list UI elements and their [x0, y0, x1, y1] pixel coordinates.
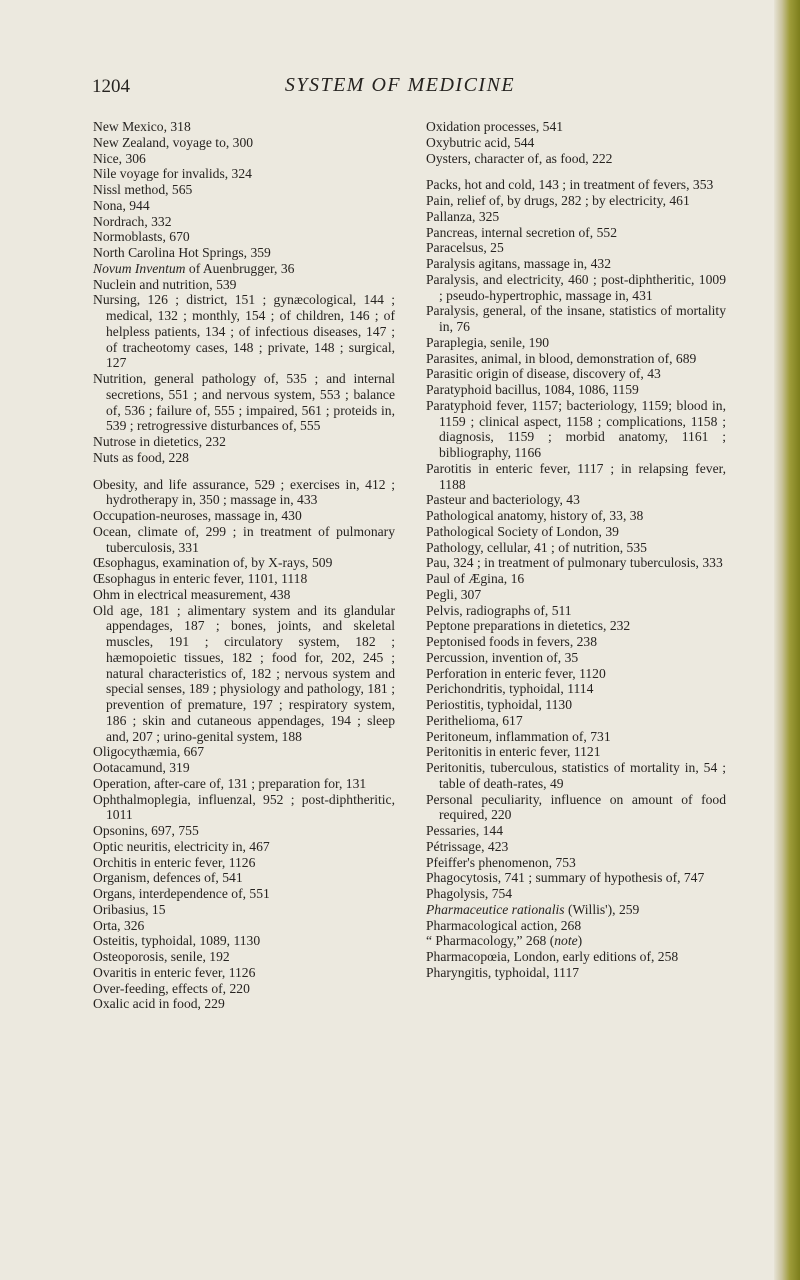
- index-entry: [426, 193, 726, 209]
- entry-text: ): [577, 933, 583, 949]
- index-entry: [426, 870, 726, 886]
- index-entry: [93, 198, 395, 214]
- entry-text: Nice, 306: [93, 150, 146, 166]
- group-gap: [93, 466, 395, 477]
- index-entry: [426, 303, 726, 335]
- entry-text: Pasteur and bacteriology, 43: [426, 492, 580, 508]
- index-entry: [426, 555, 726, 571]
- index-entry: [426, 398, 726, 461]
- entry-text: Pétrissage, 423: [426, 838, 509, 854]
- entry-text: Ocean, climate of, 299 ; in treatment of pulmonary tuberculosis, 331: [93, 523, 395, 555]
- index-entry: [93, 450, 395, 466]
- index-entry: [93, 933, 395, 949]
- entry-text: of Auenbrugger, 36: [185, 260, 295, 276]
- index-entry: [93, 292, 395, 371]
- entry-text: Parasites, animal, in blood, demonstration of, 689: [426, 350, 697, 366]
- entry-text: Pharmacopœia, London, early editions of, 258: [426, 949, 679, 964]
- entry-text: New Zealand, voyage to, 300: [93, 134, 254, 150]
- index-entry: [426, 744, 726, 760]
- entry-text: (Willis'), 259: [564, 901, 640, 917]
- index-entry: [93, 555, 395, 571]
- index-entry: [93, 277, 395, 293]
- entry-text: Occupation-neuroses, massage in, 430: [93, 508, 302, 523]
- index-entry: [426, 540, 726, 556]
- entry-text: Ovaritis in enteric fever, 1126: [93, 964, 256, 980]
- entry-text: Pelvis, radiographs of, 511: [426, 602, 572, 618]
- index-entry: [93, 571, 395, 587]
- index-entry: [93, 587, 395, 603]
- entry-text: Personal peculiarity, influence on amount of food required, 220: [426, 791, 726, 823]
- entry-text: Pegli, 307: [426, 586, 482, 602]
- index-entry: [426, 225, 726, 241]
- index-entry: [426, 713, 726, 729]
- entry-text: Paratyphoid bacillus, 1084, 1086, 1159: [426, 382, 639, 397]
- index-entry: [93, 477, 395, 509]
- entry-text: Œsophagus, examination of, by X-rays, 509: [93, 555, 333, 571]
- entry-text: Ophthalmoplegia, influenzal, 952 ; post-diphtheritic, 1011: [93, 791, 395, 823]
- index-entry: [93, 182, 395, 198]
- index-entry: [426, 335, 726, 351]
- index-entry: [426, 272, 726, 304]
- index-entry: [426, 839, 726, 855]
- entry-text: Ohm in electrical measurement, 438: [93, 586, 291, 602]
- index-entry: [93, 855, 395, 871]
- entry-text: Orchitis in enteric fever, 1126: [93, 854, 256, 870]
- index-entry: [426, 366, 726, 382]
- index-entry: [93, 792, 395, 824]
- index-entry: [426, 886, 726, 902]
- index-column-left: [93, 119, 395, 1012]
- index-entry: [93, 119, 395, 135]
- entry-text: Paralysis agitans, massage in, 432: [426, 256, 611, 271]
- entry-text: Orta, 326: [93, 917, 145, 933]
- index-entry: [93, 996, 395, 1012]
- index-entry: [426, 492, 726, 508]
- running-head: SYSTEM OF MEDICINE: [284, 74, 516, 96]
- index-entry: [426, 855, 726, 871]
- index-entry: [93, 870, 395, 886]
- entry-text: New Mexico, 318: [93, 119, 191, 134]
- entry-text: Oxybutric acid, 544: [426, 134, 535, 150]
- entry-text: Normoblasts, 670: [93, 229, 190, 245]
- entry-text: Percussion, invention of, 35: [426, 649, 579, 665]
- index-group-n: [93, 119, 395, 466]
- index-entry: [426, 587, 726, 603]
- index-entry: [93, 760, 395, 776]
- index-group-o: [93, 477, 395, 1013]
- index-entry: [426, 618, 726, 634]
- index-entry: [426, 461, 726, 493]
- entry-text: Osteitis, typhoidal, 1089, 1130: [93, 933, 261, 949]
- index-entry: [426, 792, 726, 824]
- entry-italic-text: Novum Inventum: [93, 260, 186, 276]
- entry-text: Osteoporosis, senile, 192: [93, 949, 230, 964]
- index-entry: [93, 214, 395, 230]
- entry-text: Peritoneum, inflammation of, 731: [426, 728, 611, 744]
- entry-text: Pfeiffer's phenomenon, 753: [426, 854, 576, 870]
- index-entry: [426, 151, 726, 167]
- entry-text: Paratyphoid fever, 1157; bacteriology, 1159; blood in, 1159 ; clinical aspect, 1158 ; complications, 1158 ; diagnosis, 1159 ; morbid anatomy, 1161 ; bibliography, 1166: [426, 397, 726, 460]
- index-entry: [93, 508, 395, 524]
- entry-text: Organism, defences of, 541: [93, 870, 243, 886]
- index-entry: [426, 681, 726, 697]
- index-entry: [426, 650, 726, 666]
- entry-text: Optic neuritis, electricity in, 467: [93, 838, 270, 854]
- entry-text: Phagocytosis, 741 ; summary of hypothesis of, 747: [426, 870, 705, 886]
- entry-text: Phagolysis, 754: [426, 886, 513, 901]
- entry-text: Perforation in enteric fever, 1120: [426, 665, 606, 681]
- index-entry: [93, 524, 395, 556]
- entry-text: Opsonins, 697, 755: [93, 823, 199, 838]
- entry-text: Oribasius, 15: [93, 901, 166, 917]
- index-entry: [93, 918, 395, 934]
- index-entry: [426, 524, 726, 540]
- entry-text: Nuclein and nutrition, 539: [93, 276, 237, 292]
- entry-text: Perithelioma, 617: [426, 712, 523, 728]
- index-entry: [426, 119, 726, 135]
- entry-text: Peritonitis, tuberculous, statistics of mortality in, 54 ; table of death-rates, 49: [426, 760, 726, 791]
- entry-text: Nutrose in dietetics, 232: [93, 434, 226, 449]
- entry-text: Obesity, and life assurance, 529 ; exercises in, 412 ; hydrotherapy in, 350 ; massage in, 433: [93, 476, 395, 508]
- entry-text: Pathological Society of London, 39: [426, 523, 619, 539]
- entry-text: “ Pharmacology,” 268 (: [426, 933, 555, 949]
- entry-text: Perichondritis, typhoidal, 1114: [426, 681, 594, 697]
- index-entry: [426, 177, 726, 193]
- entry-text: Nursing, 126 ; district, 151 ; gynæcological, 144 ; medical, 132 ; monthly, 154 ; of children, 146 ; of helpless patients, 134 ; of infectious diseases, 147 ; of tracheotomy cases, 148 ; private, 148 ; surgical, 127: [93, 292, 395, 371]
- index-entry: [93, 151, 395, 167]
- index-entry: [426, 634, 726, 650]
- entry-text: Pharmacological action, 268: [426, 917, 582, 933]
- index-entry: [426, 351, 726, 367]
- entry-text: Pallanza, 325: [426, 208, 500, 224]
- entry-text: Organs, interdependence of, 551: [93, 886, 270, 901]
- entry-text: Nona, 944: [93, 197, 150, 213]
- entry-text: Pathological anatomy, history of, 33, 38: [426, 508, 644, 523]
- entry-text: Nile voyage for invalids, 324: [93, 166, 252, 182]
- entry-text: Pharyngitis, typhoidal, 1117: [426, 964, 580, 980]
- entry-text: Nuts as food, 228: [93, 449, 189, 465]
- index-group-o-continued: [426, 119, 726, 166]
- index-column-right: [426, 119, 726, 981]
- entry-italic-text: note: [554, 933, 578, 949]
- entry-text: Oxidation processes, 541: [426, 119, 564, 134]
- index-entry: [426, 823, 726, 839]
- index-entry: [93, 839, 395, 855]
- entry-text: Nordrach, 332: [93, 213, 172, 229]
- index-entry: [426, 933, 726, 949]
- index-entry: [426, 949, 726, 965]
- entry-text: Parasitic origin of disease, discovery of, 43: [426, 366, 661, 382]
- entry-text: Pancreas, internal secretion of, 552: [426, 224, 617, 240]
- entry-text: Operation, after-care of, 131 ; preparation for, 131: [93, 775, 367, 791]
- index-entry: [93, 981, 395, 997]
- index-entry: [93, 229, 395, 245]
- index-entry: [426, 240, 726, 256]
- index-entry: [426, 760, 726, 792]
- index-entry: [426, 697, 726, 713]
- entry-text: Oysters, character of, as food, 222: [426, 150, 613, 166]
- index-entry: [426, 382, 726, 398]
- entry-text: Paracelsus, 25: [426, 240, 504, 256]
- entry-text: Oxalic acid in food, 229: [93, 996, 225, 1012]
- index-group-p: [426, 177, 726, 980]
- group-gap: [426, 166, 726, 177]
- index-entry: [426, 666, 726, 682]
- index-entry: [426, 256, 726, 272]
- entry-text: North Carolina Hot Springs, 359: [93, 245, 271, 260]
- entry-text: Pain, relief of, by drugs, 282 ; by electricity, 461: [426, 193, 690, 208]
- entry-text: Nutrition, general pathology of, 535 ; and internal secretions, 551 ; and nervous system, 553 ; balance of, 536 ; failure of, 555 ; impaired, 561 ; proteids in, 539 ; retrogressive disturbances of, 555: [93, 371, 395, 434]
- index-entry: [426, 902, 726, 918]
- entry-text: Paralysis, general, of the insane, statistics of mortality in, 76: [426, 303, 726, 334]
- entry-text: Pau, 324 ; in treatment of pulmonary tuberculosis, 333: [426, 555, 723, 571]
- index-entry: [93, 886, 395, 902]
- index-entry: [93, 603, 395, 745]
- page-number: 1204: [92, 76, 130, 97]
- index-entry: [93, 744, 395, 760]
- index-entry: [426, 571, 726, 587]
- index-entry: [93, 965, 395, 981]
- index-entry: [426, 135, 726, 151]
- index-entry: [93, 823, 395, 839]
- entry-text: Nissl method, 565: [93, 182, 193, 197]
- entry-text: Peptone preparations in dietetics, 232: [426, 618, 631, 634]
- index-entry: [93, 261, 395, 277]
- entry-text: Oligocythæmia, 667: [93, 744, 205, 760]
- index-entry: [426, 729, 726, 745]
- entry-text: Œsophagus in enteric fever, 1101, 1118: [93, 571, 308, 586]
- entry-text: Periostitis, typhoidal, 1130: [426, 697, 573, 712]
- entry-text: Paraplegia, senile, 190: [426, 334, 550, 350]
- index-entry: [93, 135, 395, 151]
- entry-text: Peritonitis in enteric fever, 1121: [426, 744, 601, 760]
- entry-text: Pessaries, 144: [426, 823, 504, 838]
- entry-text: Pathology, cellular, 41 ; of nutrition, 535: [426, 539, 647, 555]
- entry-text: Old age, 181 ; alimentary system and its glandular appendages, 187 ; bones, joints, and skeletal muscles, 191 ; circulatory system, 182 ; hæmopoietic tissues, 182 ; food for, 202, 245 ; natural characteristics of, 182 ; nervous system and special senses, 189 ; physiology and pathology, 181 ; prevention of premature, 197 ; respiratory system, 186 ; skin and cutaneous appendages, 194 ; sleep and, 207 ; urino-genital system, 188: [93, 602, 395, 744]
- index-entry: [93, 949, 395, 965]
- index-entry: [93, 371, 395, 434]
- page-edge: [774, 0, 800, 1280]
- index-entry: [93, 166, 395, 182]
- index-entry: [426, 603, 726, 619]
- entry-text: Ootacamund, 319: [93, 760, 190, 775]
- index-entry: [426, 965, 726, 981]
- entry-text: Parotitis in enteric fever, 1117 ; in relapsing fever, 1188: [426, 460, 726, 492]
- index-entry: [426, 209, 726, 225]
- index-entry: [93, 776, 395, 792]
- index-entry: [93, 434, 395, 450]
- entry-italic-text: Pharmaceutice rationalis: [426, 901, 565, 917]
- index-entry: [93, 902, 395, 918]
- entry-text: Peptonised foods in fevers, 238: [426, 634, 598, 649]
- entry-text: Paralysis, and electricity, 460 ; post-diphtheritic, 1009 ; pseudo-hypertrophic, massage in, 431: [426, 271, 726, 303]
- index-entry: [426, 508, 726, 524]
- index-entry: [93, 245, 395, 261]
- index-entry: [426, 918, 726, 934]
- entry-text: Over-feeding, effects of, 220: [93, 980, 250, 996]
- entry-text: Paul of Ægina, 16: [426, 571, 525, 586]
- entry-text: Packs, hot and cold, 143 ; in treatment of fevers, 353: [426, 177, 714, 193]
